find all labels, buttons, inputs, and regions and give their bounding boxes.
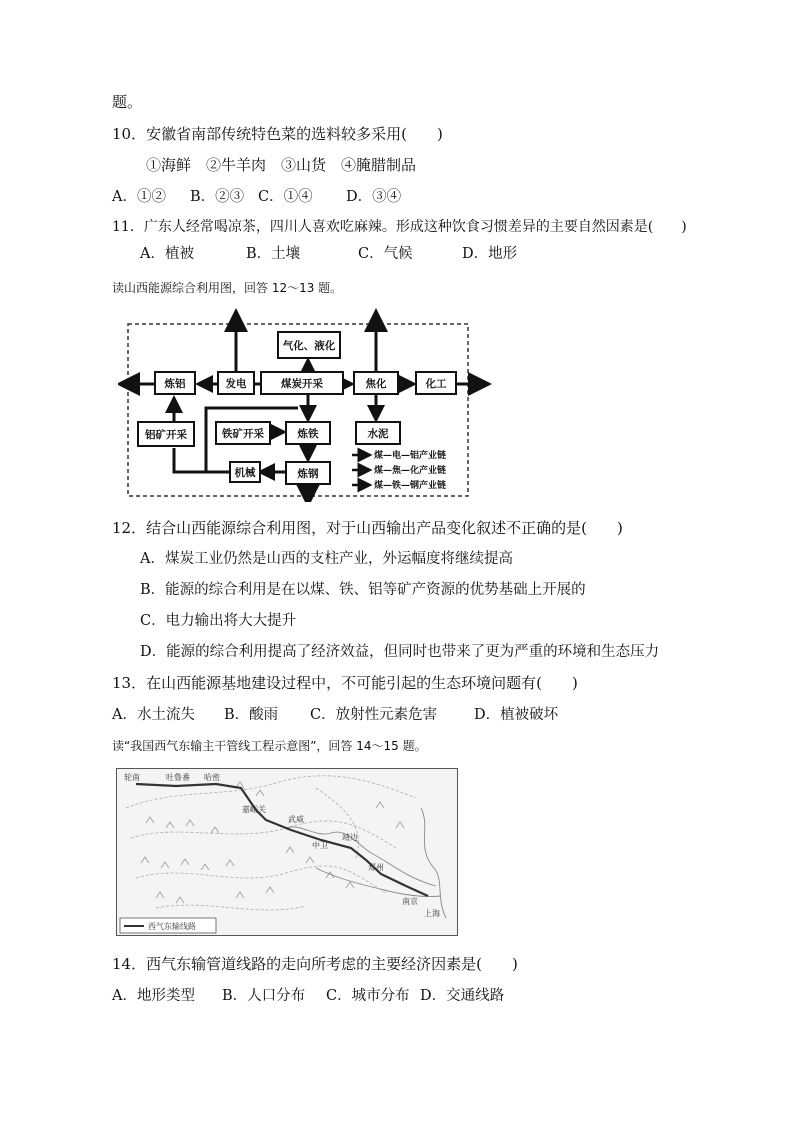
- box-gas: 气化、液化: [282, 340, 336, 352]
- q13-option-b: B．酸雨: [224, 707, 279, 723]
- box-chemical: 化工: [425, 378, 447, 390]
- place-wuwei: 武威: [288, 815, 304, 824]
- legend-coal-coke-chemical: 煤—焦—化产业链: [374, 466, 447, 476]
- q11-option-b: B．土壤: [246, 246, 301, 262]
- legend-coal-power-aluminum: 煤—电—铝产业链: [374, 451, 447, 461]
- box-power: 发电: [225, 378, 247, 390]
- q13-option-d: D．植被破坏: [474, 707, 559, 723]
- q14-option-a: A．地形类型: [112, 988, 195, 1004]
- q10-option-b: B．②③: [190, 189, 245, 205]
- box-bauxite: 铝矿开采: [145, 429, 187, 441]
- box-steel: 炼钢: [297, 468, 319, 480]
- q10-option-c: C．①④: [258, 189, 313, 205]
- place-zhengzhou: 郑州: [368, 863, 384, 872]
- place-lunnan: 轮南: [124, 773, 140, 782]
- continued-text: 题。: [112, 93, 143, 111]
- place-jiayuguan: 嘉峪关: [242, 805, 266, 814]
- box-ironmaking: 炼铁: [297, 428, 319, 440]
- q14-option-b: B．人口分布: [222, 988, 306, 1004]
- q10-option-a: A．①②: [112, 189, 166, 205]
- q11-option-d: D．地形: [462, 246, 518, 262]
- place-hami: 哈密: [204, 773, 220, 782]
- place-zhongwei: 中卫: [312, 841, 328, 850]
- place-turpan: 吐鲁番: [166, 773, 190, 782]
- place-shanghai: 上海: [424, 909, 440, 918]
- box-coking: 焦化: [365, 378, 387, 390]
- q10-stem: 10．安徽省南部传统特色菜的选料较多采用( ): [112, 125, 443, 143]
- place-jingbian: 靖边: [342, 833, 358, 842]
- q12-option-c: C．电力输出将大大提升: [140, 613, 297, 629]
- box-aluminum: 炼铝: [164, 378, 186, 390]
- q11-option-c: C．气候: [358, 246, 413, 262]
- legend-coal-iron-steel: 煤—铁—钢产业链: [374, 481, 447, 491]
- q12-option-d: D．能源的综合利用提高了经济效益，但同时也带来了更为严重的环境和生态压力: [140, 644, 660, 660]
- intro-14-15: 读“我国西气东输主干管线工程示意图”，回答 14～15 题。: [112, 739, 427, 753]
- q13-stem: 13．在山西能源基地建设过程中，不可能引起的生态环境问题有( ): [112, 674, 578, 692]
- arrow-machinery-bauxite: [174, 448, 230, 472]
- q10-option-d: D．③④: [346, 189, 402, 205]
- energy-utilization-diagram: [118, 308, 498, 502]
- pipeline-map: [116, 768, 458, 936]
- q12-stem: 12．结合山西能源综合利用图，对于山西输出产品变化叙述不正确的是( ): [112, 519, 623, 537]
- q11-stem: 11．广东人经常喝凉茶，四川人喜欢吃麻辣。形成这种饮食习惯差异的主要自然因素是( ): [112, 219, 687, 235]
- q13-option-c: C．放射性元素危害: [310, 707, 438, 723]
- q10-items: ①海鲜 ②牛羊肉 ③山货 ④腌腊制品: [146, 156, 417, 174]
- q12-option-b: B．能源的综合利用是在以煤、铁、铝等矿产资源的优势基础上开展的: [140, 582, 586, 598]
- q13-option-a: A．水土流失: [112, 707, 195, 723]
- q14-option-c: C．城市分布: [326, 988, 410, 1004]
- box-machinery: 机械: [234, 467, 256, 479]
- q11-option-a: A．植被: [140, 246, 194, 262]
- place-nanjing: 南京: [402, 897, 418, 906]
- box-coal: 煤炭开采: [281, 378, 323, 390]
- box-iron-ore: 铁矿开采: [222, 428, 264, 440]
- q14-option-d: D．交通线路: [420, 988, 505, 1004]
- q12-option-a: A．煤炭工业仍然是山西的支柱产业，外运幅度将继续提高: [140, 551, 513, 567]
- map-legend: 西气东输线路: [148, 922, 196, 931]
- q14-stem: 14．西气东输管道线路的走向所考虑的主要经济因素是( ): [112, 955, 518, 973]
- box-cement: 水泥: [367, 428, 389, 440]
- intro-12-13: 读山西能源综合利用图，回答 12～13 题。: [112, 281, 343, 295]
